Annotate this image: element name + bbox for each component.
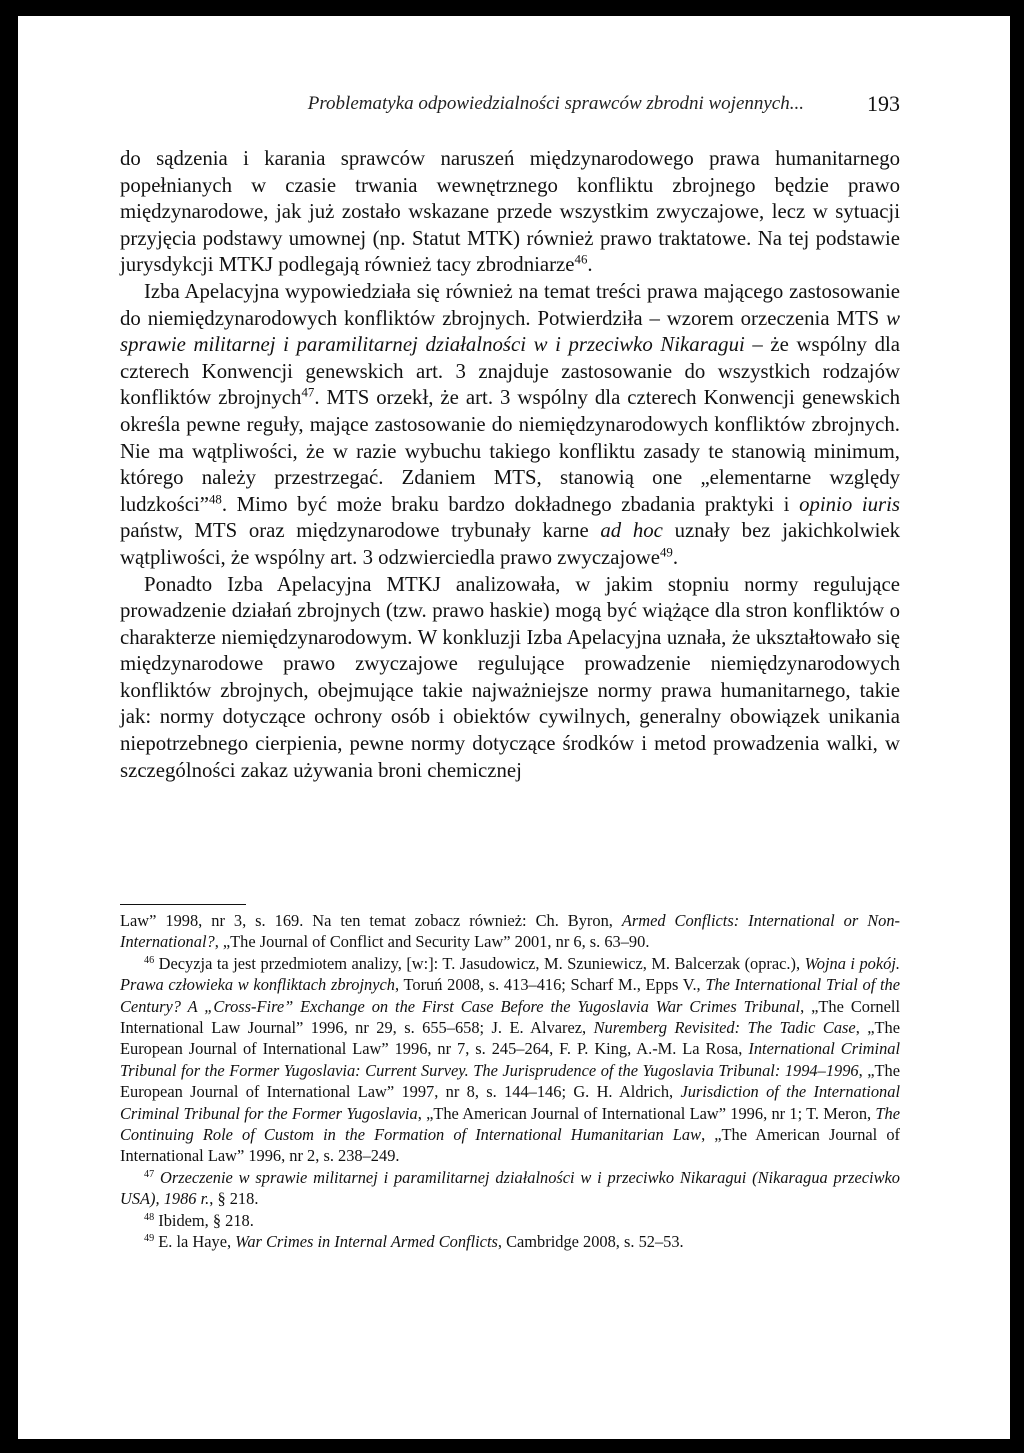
scan-border-bottom (0, 1439, 1024, 1453)
text-run: , Cambridge 2008, s. 52–53. (497, 1232, 684, 1252)
text-run: Law” 1998, nr 3, s. 169. Na ten temat zobacz również: Ch. Byron, (120, 911, 622, 930)
text-run: państw, MTS oraz międzynarodowe trybunały karne (120, 519, 601, 543)
italic-text: The Continuing Role of Custom in the Formation of International Humanitarian Law (120, 1103, 900, 1145)
text-run: Ponadto Izba Apelacyjna MTKJ analizowała, w jakim stopniu normy regulujące prowadzenie działań zbrojnych (tzw. prawo haskie) mogą być wiążące dla stron konfliktów o charakterze niemiędzynarodowym. W konkluzji Izba Apelacyjna uznała, że ukształtowało się międzynarodowe prawo zwyczajowe regulujące prowadzenie niemiędzynarodowych konfliktów zbrojnych, obejmujące takie najważniejsze normy prawa humanitarnego, takie jak: normy dotyczące ochrony osób i obiektów cywilnych, generalny obowiązek unikania niepotrzebnego cierpienia, pewne normy dotyczące środków i metod prowadzenia walki, w szczególności zakaz używania broni chemicznej (120, 572, 900, 782)
italic-text: War Crimes in Internal Armed Conflicts (235, 1232, 498, 1252)
footnote-continuation (120, 910, 900, 953)
footnote (120, 1231, 900, 1252)
footnote (120, 953, 900, 1167)
body-text (120, 146, 900, 784)
text-run: . MTS orzekł, że art. 3 wspólny dla czterech Konwencji genewskich określa pewne reguły, mające zastosowanie do niemiędzynarodowych konfliktów zbrojnych. Nie ma wątpliwości, że w razie wybuchu takiego konfliktu zasady te stanowią minimum, którego należy przestrzegać. Zdaniem MTS, stanowią one „elementarne względy ludzkości” (120, 386, 900, 516)
footnote-ref: 47 (301, 385, 315, 400)
text-run: , „The American Journal of International Law” 1996, nr 1; T. Meron, (417, 1103, 876, 1123)
scan-border-top (0, 0, 1024, 16)
italic-text: The International Trial of the Century? A „Cross-Fire” Exchange on the First Case Before the Yugoslavia War Crimes Tribunal (120, 975, 900, 1016)
scan-border-left (0, 0, 18, 1453)
text-run: uznały bez jakichkolwiek wątpliwości, że wspólny art. 3 odzwierciedla prawo zwyczajowe (120, 519, 901, 569)
italic-text: ad hoc (600, 519, 663, 543)
text-run: Izba Apelacyjna wypowiedziała się również na temat treści prawa mającego zastosowanie do niemiędzynarodowych konfliktów zbrojnych. Potwierdziła – wzorem orzeczenia MTS (120, 279, 900, 330)
italic-text: Wojna i pokój. Prawa człowieka w konfliktach zbrojnych (120, 953, 900, 995)
footnote-ref: 48 (208, 492, 222, 507)
scan-border-right (1010, 0, 1024, 1453)
footnote (120, 1210, 900, 1231)
italic-text: Jurisdiction of the International Criminal Tribunal for the Former Yugoslavia (120, 1082, 900, 1123)
text-run: , „The Journal of Conflict and Security Law” 2001, nr 6, s. 63–90. (214, 932, 650, 952)
footnote-ref: 49 (659, 545, 673, 560)
text-run: Ibidem, § 218. (154, 1210, 254, 1230)
italic-text: Nuremberg Revisited: The Tadic Case (593, 1018, 856, 1038)
running-title: Problematyka odpowiedzialności sprawców zbrodni wojennych... (307, 93, 804, 114)
text-run: , „The Cornell International Law Journal” 1996, nr 29, s. 655–658; J. E. Alvarez, (120, 996, 900, 1038)
text-run: , § 218. (209, 1189, 259, 1209)
italic-text: opinio iuris (799, 492, 900, 516)
page-number: 193 (867, 91, 900, 116)
text-run: , „The American Journal of International Law” 1996, nr 2, s. 238–249. (120, 1125, 900, 1166)
text-run: Decyzja ta jest przedmiotem analizy, [w:]: T. Jasudowicz, M. Szuniewicz, M. Balcerzak (oprac.), (154, 953, 805, 973)
footnote-ref: 46 (144, 954, 155, 966)
footnote (120, 1167, 900, 1210)
text-run: , Toruń 2008, s. 413–416; Scharf M., Epps V., (395, 975, 706, 995)
text-run: – że wspólny dla czterech Konwencji genewskich art. 3 znajduje zastosowanie do wszystkich rodzajów konfliktów zbrojnych (120, 333, 900, 410)
body-paragraph (120, 279, 900, 572)
italic-text: w sprawie militarnej i paramilitarnej działalności w i przeciwko Nikaragui (120, 306, 900, 357)
footnote-rule (120, 904, 246, 905)
text-run: . (587, 253, 593, 277)
running-head (120, 92, 900, 116)
text-run: , „The European Journal of International Law” 1996, nr 7, s. 245–264, F. P. King, A.-M. La Rosa, (120, 1018, 901, 1059)
text-run: . Mimo być może braku bardzo dokładnego zbadania praktyki i (221, 492, 800, 516)
text-run: . (672, 545, 679, 569)
footnotes (120, 910, 900, 1253)
footnote-ref: 47 (144, 1168, 155, 1180)
text-run: do sądzenia i karania sprawców naruszeń międzynarodowego prawa humanitarnego popełnianych w czasie trwania wewnętrznego konfliktu zbrojnego będzie prawo międzynarodowe, jak już zostało wskazane przede wszystkim zwyczajowe, lecz w sytuacji przyjęcia podstawy umownej (np. Statut MTK) również prawo traktatowe. Na tej podstawie jurysdykcji MTKJ podlegają również tacy zbrodniarze (120, 147, 900, 277)
italic-text: International Criminal Tribunal for the Former Yugoslavia: Current Survey. The Jurisprudence of the Yugoslavia Tribunal: 1994–1996 (120, 1039, 901, 1080)
footnote-ref: 49 (144, 1233, 155, 1245)
footnote-ref: 48 (144, 1211, 155, 1223)
text-run: , „The European Journal of International Law” 1997, nr 8, s. 144–146; G. H. Aldrich, (120, 1060, 900, 1102)
body-paragraph (120, 572, 900, 785)
body-paragraph (120, 146, 900, 279)
italic-text: Armed Conflicts: International or Non-International? (120, 911, 900, 952)
footnote-ref: 46 (574, 252, 588, 267)
italic-text: Orzeczenie w sprawie militarnej i paramilitarnej działalności w i przeciwko Nikaragui (Nikaragua przeciwko USA), 1986 r. (120, 1167, 900, 1209)
text-run: E. la Haye, (154, 1232, 236, 1252)
